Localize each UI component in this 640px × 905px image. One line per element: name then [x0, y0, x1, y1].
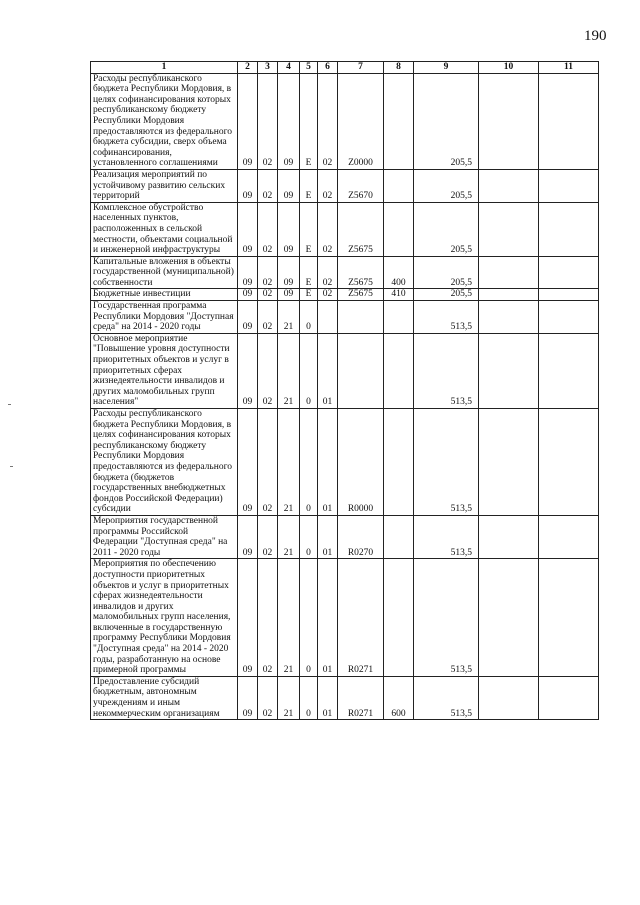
table-row: [91, 289, 599, 301]
row-code: 400: [384, 256, 414, 289]
table-header-row: [91, 62, 599, 74]
row-description: Расходы республиканского бюджета Республики Мордовия, в целях софинансирования которых республиканскому бюджету Республики Мордовия предоставляются из федерального бюджета субсидии, сверх объема софинансирования, установленного соглашениями: [91, 73, 238, 169]
row-description: Реализация мероприятий по устойчивому развитию сельских территорий: [91, 169, 238, 202]
row-description: Расходы республиканского бюджета Республики Мордовия, в целях софинансирования которых республиканскому бюджету Республики Мордовия предоставляются из федерального бюджета (бюджетов государственных внебюджетных фондов Российской Федерации) субсидии: [91, 409, 238, 516]
budget-table: [90, 61, 599, 720]
row-code: Z5675: [338, 202, 384, 256]
row-amount: 513,5: [414, 409, 479, 516]
table-row: [91, 676, 599, 719]
row-amount: 513,5: [414, 559, 479, 677]
row-code: 02: [318, 289, 338, 301]
row-code: 01: [318, 676, 338, 719]
table-row: [91, 409, 599, 516]
row-code: 0: [300, 301, 318, 334]
row-code: [318, 301, 338, 334]
row-description: Предоставление субсидий бюджетным, автономным учреждениям и иным некоммерческим организациям: [91, 676, 238, 719]
row-code: [384, 301, 414, 334]
row-code: 600: [384, 676, 414, 719]
row-code: [384, 73, 414, 169]
column-header: 7: [338, 62, 384, 74]
table-row: [91, 73, 599, 169]
row-code: [384, 169, 414, 202]
row-cell: [479, 301, 539, 334]
row-code: 09: [238, 409, 258, 516]
row-code: 02: [258, 559, 278, 677]
row-amount: 513,5: [414, 676, 479, 719]
row-cell: [479, 73, 539, 169]
row-cell: [479, 289, 539, 301]
row-code: Е: [300, 202, 318, 256]
column-header: 5: [300, 62, 318, 74]
row-amount: 205,5: [414, 169, 479, 202]
column-header: 3: [258, 62, 278, 74]
row-code: 09: [238, 256, 258, 289]
row-code: 09: [238, 73, 258, 169]
row-code: 0: [300, 515, 318, 558]
row-amount: 205,5: [414, 73, 479, 169]
row-code: 09: [278, 289, 300, 301]
row-code: 21: [278, 676, 300, 719]
row-code: [384, 409, 414, 516]
row-code: [338, 333, 384, 408]
scan-speck: [10, 466, 13, 467]
table-row: [91, 169, 599, 202]
row-code: R0270: [338, 515, 384, 558]
row-code: 09: [238, 169, 258, 202]
row-code: Z5675: [338, 289, 384, 301]
row-description: Комплексное обустройство населенных пунктов, расположенных в сельской местности, объектами социальной и инженерной инфраструктуры: [91, 202, 238, 256]
row-description: Бюджетные инвестиции: [91, 289, 238, 301]
row-code: 09: [278, 73, 300, 169]
row-code: 02: [258, 202, 278, 256]
row-cell: [539, 256, 599, 289]
row-cell: [479, 515, 539, 558]
row-amount: 205,5: [414, 289, 479, 301]
row-cell: [479, 333, 539, 408]
row-code: 01: [318, 559, 338, 677]
table-row: [91, 202, 599, 256]
row-code: [384, 333, 414, 408]
page-number: 190: [584, 28, 607, 44]
table-row: [91, 559, 599, 677]
row-code: 0: [300, 333, 318, 408]
row-code: R0000: [338, 409, 384, 516]
row-amount: 513,5: [414, 515, 479, 558]
row-code: 410: [384, 289, 414, 301]
row-cell: [479, 256, 539, 289]
row-amount: 513,5: [414, 333, 479, 408]
row-cell: [479, 169, 539, 202]
row-description: Мероприятия государственной программы Российской Федерации "Доступная среда" на 2011 - 2020 годы: [91, 515, 238, 558]
row-code: 09: [278, 256, 300, 289]
column-header: 11: [539, 62, 599, 74]
table-row: [91, 333, 599, 408]
table-row: [91, 301, 599, 334]
row-code: 09: [238, 676, 258, 719]
row-cell: [539, 169, 599, 202]
row-amount: 205,5: [414, 256, 479, 289]
row-code: Z5670: [338, 169, 384, 202]
table-row: [91, 256, 599, 289]
row-code: 01: [318, 409, 338, 516]
column-header: 8: [384, 62, 414, 74]
row-code: 09: [278, 169, 300, 202]
row-code: Е: [300, 169, 318, 202]
row-code: 02: [318, 256, 338, 289]
row-code: [384, 515, 414, 558]
row-code: 01: [318, 333, 338, 408]
row-cell: [539, 301, 599, 334]
column-header: 6: [318, 62, 338, 74]
row-cell: [539, 515, 599, 558]
row-code: 21: [278, 301, 300, 334]
row-code: 02: [258, 676, 278, 719]
row-code: 0: [300, 409, 318, 516]
row-code: 02: [318, 169, 338, 202]
row-cell: [479, 559, 539, 677]
row-code: 09: [238, 515, 258, 558]
row-code: 09: [238, 559, 258, 677]
row-cell: [539, 289, 599, 301]
row-code: [384, 559, 414, 677]
row-code: R0271: [338, 676, 384, 719]
row-amount: 513,5: [414, 301, 479, 334]
row-amount: 205,5: [414, 202, 479, 256]
row-cell: [539, 202, 599, 256]
row-code: 0: [300, 676, 318, 719]
row-code: 09: [238, 301, 258, 334]
row-code: 02: [258, 256, 278, 289]
row-cell: [479, 409, 539, 516]
row-code: Z5675: [338, 256, 384, 289]
row-cell: [479, 676, 539, 719]
scan-speck: [8, 404, 11, 405]
column-header: 4: [278, 62, 300, 74]
row-code: 21: [278, 559, 300, 677]
column-header: 2: [238, 62, 258, 74]
row-cell: [539, 676, 599, 719]
row-description: Мероприятия по обеспечению доступности приоритетных объектов и услуг в приоритетных сферах жизнедеятельности инвалидов и других маломобильных групп населения, включенные в государственную программу Республики Мордовия "Доступная среда" на 2014 - 2020 годы, разработанную на основе примерной программы: [91, 559, 238, 677]
row-cell: [539, 409, 599, 516]
row-code: 02: [258, 333, 278, 408]
row-code: [338, 301, 384, 334]
column-header: 9: [414, 62, 479, 74]
row-code: Е: [300, 73, 318, 169]
column-header: 1: [91, 62, 238, 74]
row-code: 09: [238, 333, 258, 408]
row-description: Основное мероприятие "Повышение уровня доступности приоритетных объектов и услуг в приоритетных сферах жизнедеятельности инвалидов и других маломобильных групп населения": [91, 333, 238, 408]
row-code: 02: [258, 73, 278, 169]
row-cell: [539, 333, 599, 408]
row-code: 0: [300, 559, 318, 677]
table-row: [91, 515, 599, 558]
row-code: 01: [318, 515, 338, 558]
row-code: 02: [318, 73, 338, 169]
row-code: 02: [258, 169, 278, 202]
row-code: 09: [238, 289, 258, 301]
row-code: [384, 202, 414, 256]
row-code: 21: [278, 333, 300, 408]
row-code: R0271: [338, 559, 384, 677]
row-code: 21: [278, 515, 300, 558]
row-code: Z0000: [338, 73, 384, 169]
row-code: 21: [278, 409, 300, 516]
row-code: 09: [238, 202, 258, 256]
row-code: 02: [258, 515, 278, 558]
row-code: 02: [258, 301, 278, 334]
column-header: 10: [479, 62, 539, 74]
row-code: Е: [300, 289, 318, 301]
row-code: 02: [258, 409, 278, 516]
row-cell: [479, 202, 539, 256]
row-code: 02: [318, 202, 338, 256]
row-description: Государственная программа Республики Мордовия "Доступная среда" на 2014 - 2020 годы: [91, 301, 238, 334]
row-description: Капитальные вложения в объекты государственной (муниципальной) собственности: [91, 256, 238, 289]
row-cell: [539, 73, 599, 169]
row-code: Е: [300, 256, 318, 289]
row-code: 09: [278, 202, 300, 256]
row-code: 02: [258, 289, 278, 301]
row-cell: [539, 559, 599, 677]
